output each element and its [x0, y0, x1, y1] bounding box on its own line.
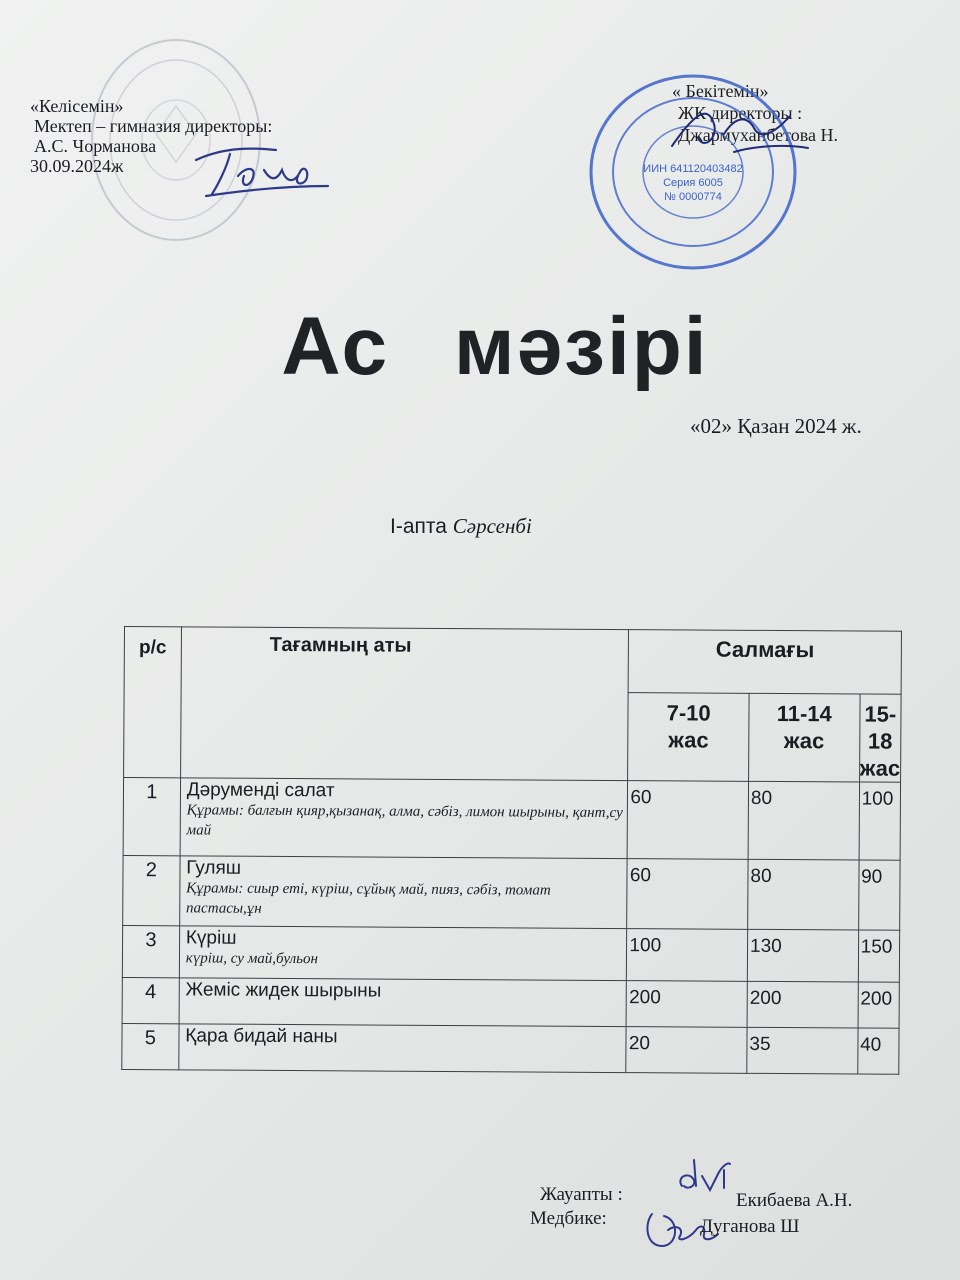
stamp-number-line: № 0000774 — [664, 191, 722, 203]
weight-7-10: 100 — [627, 929, 748, 982]
dish-name: Гуляш — [186, 857, 242, 879]
dish-ingredients: Құрамы: сиыр еті, күріш, сұйық май, пияз, сәбіз, томат пастасы,ұн — [186, 880, 551, 917]
row-number: 4 — [122, 977, 179, 1023]
weight-11-14: 200 — [747, 981, 858, 1028]
dish-cell — [179, 978, 627, 1027]
dish-name: Күріш — [185, 927, 237, 949]
table-row — [122, 1023, 899, 1074]
dish-cell — [180, 778, 628, 859]
weight-15-18: 90 — [858, 860, 900, 930]
dish-cell — [179, 926, 627, 981]
header-age-11-14 — [749, 693, 860, 782]
weight-7-10: 20 — [626, 1027, 747, 1074]
header-number: р/с — [124, 627, 182, 778]
weight-15-18: 40 — [857, 1028, 899, 1074]
dish-name: Дәруменді салат — [186, 779, 335, 802]
header-age-7-10 — [628, 693, 749, 782]
approval-left-date: 30.09.2024ж — [30, 156, 124, 176]
age-unit: жас — [783, 728, 825, 754]
dish-ingredients: Құрамы: балғын қияр,қызанақ, алма, сәбіз, лимон шырыны, қант,су май — [186, 802, 623, 839]
header-dish-name: Тағамның аты — [180, 627, 629, 781]
table-row — [123, 855, 900, 930]
menu-date: «02» Қазан 2024 ж. — [690, 414, 862, 438]
nurse-name: Дуганова Ш — [700, 1216, 800, 1237]
dish-name: Жеміс жидек шырыны — [185, 979, 382, 1002]
table-row — [123, 778, 900, 861]
stamp-id-line: ИИН 641120403482 — [643, 163, 743, 175]
header-weight: Салмағы — [629, 630, 902, 695]
weight-15-18: 150 — [858, 930, 900, 982]
weight-15-18: 200 — [858, 982, 900, 1028]
nurse-label: Медбике: — [530, 1208, 607, 1229]
weight-11-14: 80 — [748, 859, 859, 930]
weight-7-10: 60 — [627, 781, 748, 860]
age-range: 11-14 — [776, 700, 832, 727]
age-range: 15-18 — [864, 701, 897, 754]
table-row — [122, 925, 899, 982]
age-unit: жас — [668, 727, 709, 753]
row-number: 2 — [123, 855, 180, 925]
weight-11-14: 80 — [748, 781, 859, 860]
responsible-signature — [672, 1156, 744, 1198]
approval-left-position: Мектеп – гимназия директоры: — [34, 116, 273, 136]
week-day-heading — [390, 514, 532, 539]
row-number: 1 — [123, 778, 180, 856]
approval-right-position: ЖК директоры : — [678, 103, 803, 123]
table-row — [122, 977, 899, 1028]
director-signature — [186, 136, 336, 206]
row-number: 5 — [122, 1023, 179, 1069]
responsible-name: Екибаева А.Н. — [736, 1190, 853, 1211]
dish-ingredients: күріш, су май,бульон — [185, 950, 319, 968]
weight-15-18: 100 — [859, 782, 901, 860]
header-age-15-18 — [859, 694, 901, 782]
responsible-label: Жауапты : — [540, 1184, 623, 1205]
approval-left-name: А.С. Чорманова — [34, 136, 157, 156]
weekday-name: Сәрсенбі — [452, 514, 532, 538]
age-range: 7-10 — [666, 700, 711, 726]
dish-name: Қара бидай наны — [185, 1025, 338, 1048]
weight-7-10: 200 — [626, 981, 747, 1028]
menu-table — [121, 626, 902, 1075]
weight-11-14: 130 — [747, 929, 858, 982]
approval-right-name: Джармуханбетова Н. — [678, 125, 838, 145]
dish-cell — [179, 856, 627, 929]
row-number: 3 — [122, 925, 179, 977]
week-label: І-апта — [390, 515, 447, 538]
approval-right-heading: « Бекітемін» — [672, 81, 769, 101]
approver-signature — [664, 94, 814, 164]
weight-7-10: 60 — [627, 859, 748, 930]
stamp-series-line: Серия 6005 — [663, 177, 723, 189]
weight-11-14: 35 — [747, 1027, 858, 1074]
page-title: Ас мәзірі — [281, 301, 709, 392]
approval-left-heading: «Келісемін» — [30, 96, 124, 116]
table-header-row — [124, 627, 901, 695]
age-unit: жас — [859, 755, 901, 781]
dish-cell — [179, 1024, 627, 1073]
